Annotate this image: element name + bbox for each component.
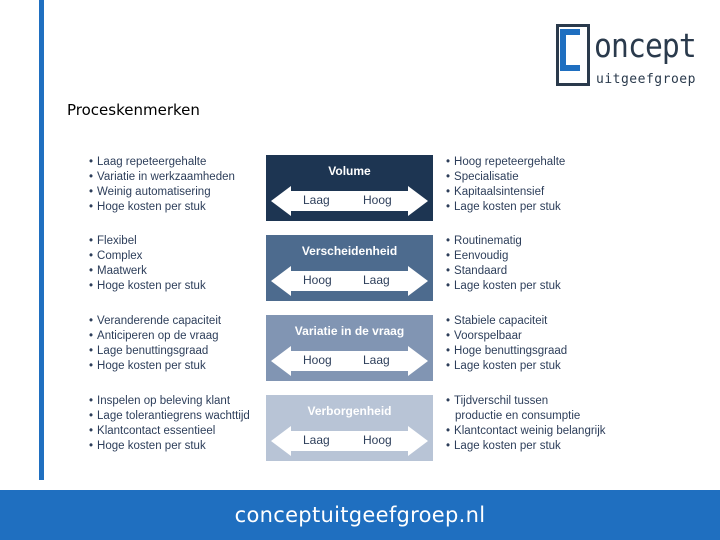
logo-wordmark: oncept (594, 26, 696, 65)
list-item: • Routinematig (446, 234, 561, 249)
concept-logo (553, 22, 698, 90)
list-item: productie en consumptie (455, 410, 581, 422)
list-item: • Hoog repeteergehalte (446, 155, 565, 170)
panel-title: Variatie in de vraag (294, 324, 405, 338)
list-item: • Variatie in werkzaamheden (89, 170, 235, 185)
list-item: • Hoge kosten per stuk (89, 279, 206, 294)
double-arrow-icon (271, 426, 428, 456)
list-item: • Specialisatie (446, 170, 565, 185)
panel-verscheidenheid (266, 235, 433, 301)
list-item: • Flexibel (89, 234, 206, 249)
page-title: Proceskenmerken (67, 101, 200, 119)
double-arrow-icon (271, 186, 428, 216)
list-item: • Tijdverschil tussen (446, 394, 606, 409)
row4-right-list (446, 394, 606, 454)
double-arrow-icon (271, 266, 428, 296)
row2-right-list (446, 234, 561, 294)
arrow-left-label: Laag (303, 193, 330, 207)
arrow-right-label: Hoog (363, 193, 392, 207)
list-item: • Hoge kosten per stuk (89, 439, 250, 454)
list-item: • Kapitaalsintensief (446, 185, 565, 200)
list-item: • Lage kosten per stuk (446, 279, 561, 294)
row2-left-list (89, 234, 206, 294)
logo-subtitle: uitgeefgroep (596, 72, 696, 87)
list-item: • Lage kosten per stuk (446, 439, 606, 454)
row3-right-list (446, 314, 567, 374)
footer-bar (0, 490, 720, 540)
list-item: • Klantcontact weinig belangrijk (446, 424, 606, 439)
list-item: • Veranderende capaciteit (89, 314, 221, 329)
accent-bar (39, 0, 44, 480)
list-item: • Hoge benuttingsgraad (446, 344, 567, 359)
list-item: • Lage kosten per stuk (446, 359, 567, 374)
list-item: • Weinig automatisering (89, 185, 235, 200)
row1-left-list (89, 155, 235, 215)
double-arrow (271, 266, 428, 296)
list-item: • Hoge kosten per stuk (89, 200, 235, 215)
double-arrow (271, 426, 428, 456)
arrow-right-label: Laag (363, 273, 390, 287)
list-item: • Eenvoudig (446, 249, 561, 264)
list-item: • Laag repeteergehalte (89, 155, 235, 170)
panel-title: Verscheidenheid (301, 244, 398, 258)
panel-title: Volume (328, 164, 371, 178)
list-item: • Stabiele capaciteit (446, 314, 567, 329)
row3-left-list (89, 314, 221, 374)
arrow-left-label: Hoog (303, 273, 332, 287)
double-arrow (271, 186, 428, 216)
panel-volume (266, 155, 433, 221)
arrow-left-label: Hoog (303, 353, 332, 367)
panel-variatie-vraag (266, 315, 433, 381)
row1-right-list (446, 155, 565, 215)
row4-left-list (89, 394, 250, 454)
panel-title: Verborgenheid (307, 404, 392, 418)
arrow-right-label: Laag (363, 353, 390, 367)
double-arrow-icon (271, 346, 428, 376)
list-item: • Complex (89, 249, 206, 264)
arrow-left-label: Laag (303, 433, 330, 447)
panel-verborgenheid (266, 395, 433, 461)
list-item: • Standaard (446, 264, 561, 279)
list-item: • Anticiperen op de vraag (89, 329, 221, 344)
list-item: • Maatwerk (89, 264, 206, 279)
list-item: • Inspelen op beleving klant (89, 394, 250, 409)
footer-url[interactable]: conceptuitgeefgroep.nl (234, 503, 486, 527)
list-item: • Voorspelbaar (446, 329, 567, 344)
double-arrow (271, 346, 428, 376)
list-item: • Klantcontact essentieel (89, 424, 250, 439)
list-item: • Hoge kosten per stuk (89, 359, 221, 374)
list-item: • Lage kosten per stuk (446, 200, 565, 215)
arrow-right-label: Hoog (363, 433, 392, 447)
logo-c-mark (560, 29, 580, 71)
list-item: • Lage benuttingsgraad (89, 344, 221, 359)
list-item: • Lage tolerantiegrens wachttijd (89, 409, 250, 424)
